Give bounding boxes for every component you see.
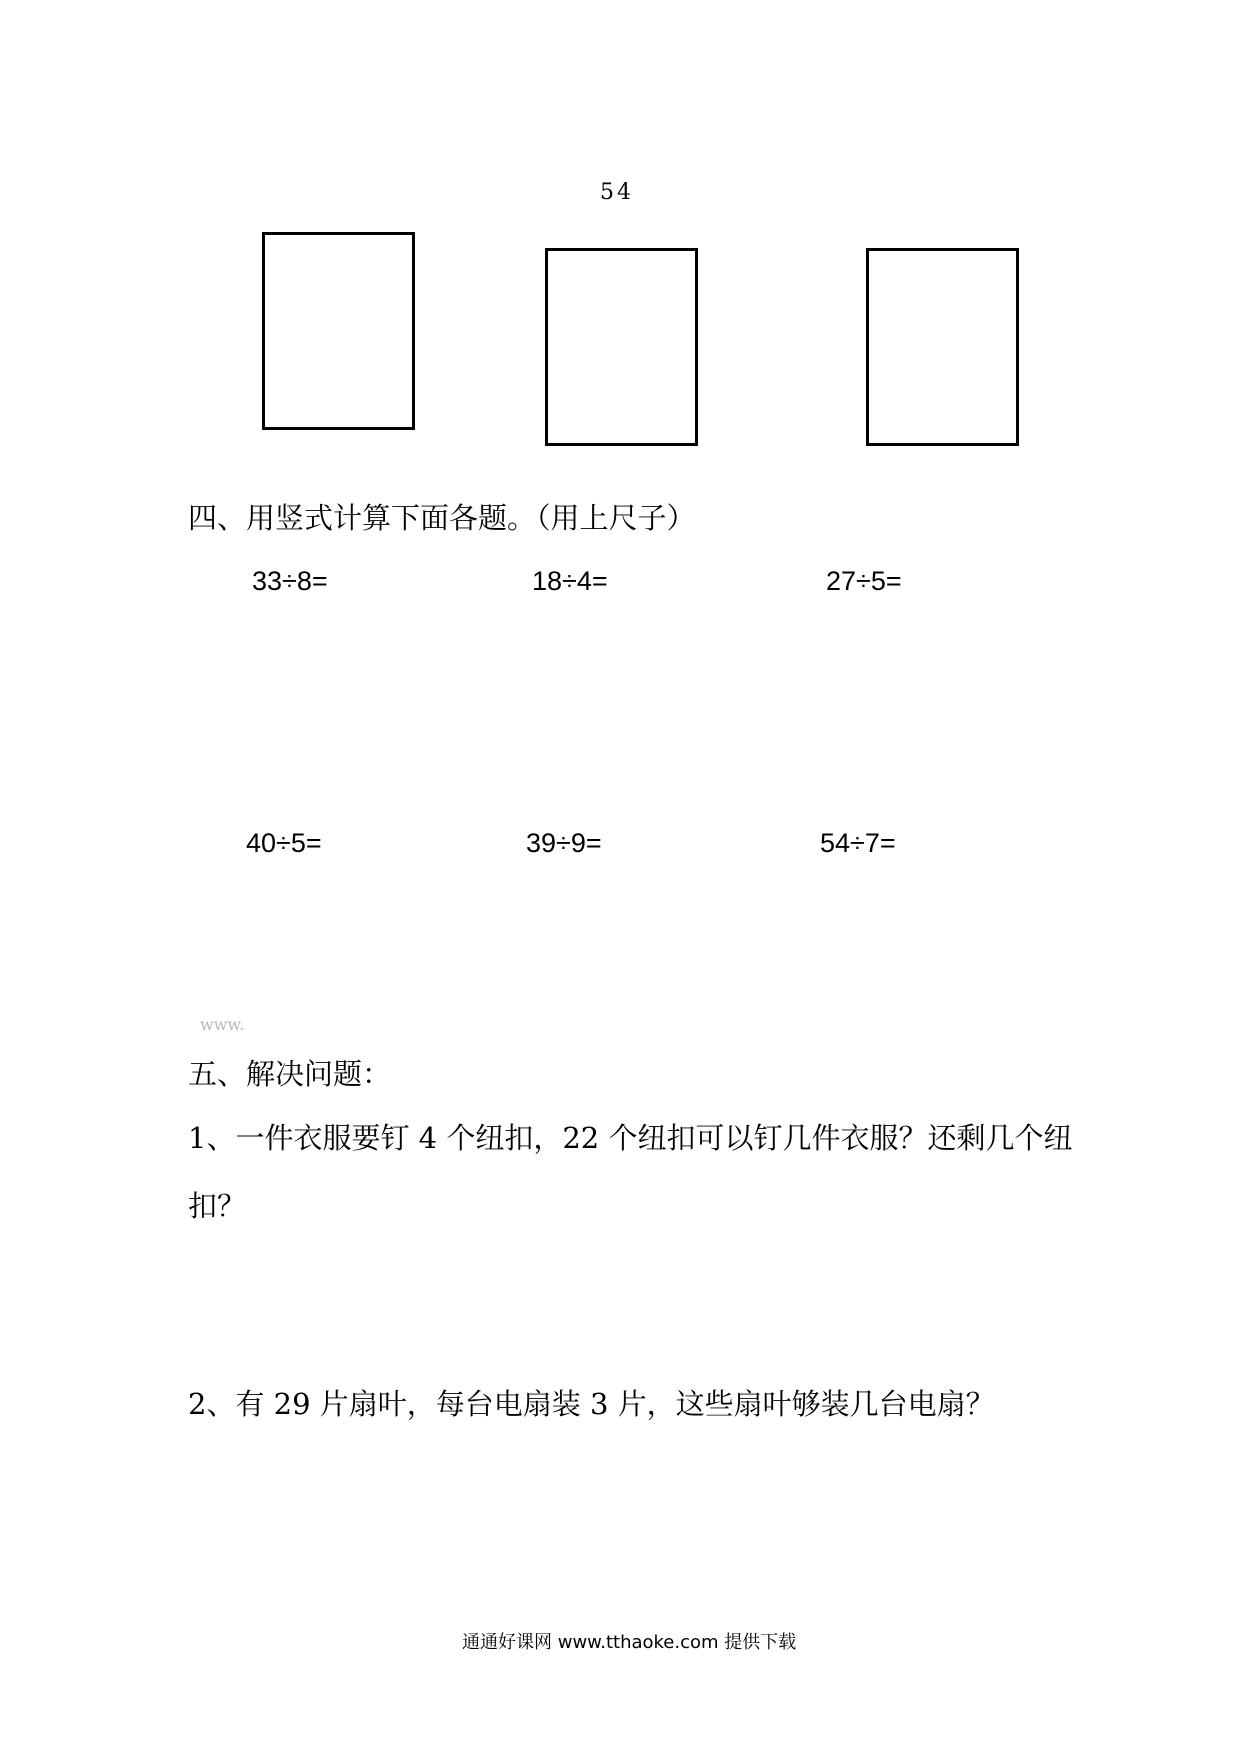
answer-box-2 (545, 248, 698, 446)
section4-heading: 四、用竖式计算下面各题。（用上尺子） (188, 501, 696, 535)
answer-box-1 (262, 232, 415, 430)
answer-box-3 (866, 248, 1019, 446)
footer-credit: 通通好课网 www.tthaoke.com 提供下载 (462, 1632, 797, 1653)
problem-6: 54÷7= (820, 828, 896, 858)
section5-heading: 五、解决问题： (188, 1057, 392, 1091)
question-1-line-1: 1、一件衣服要钉 4 个纽扣，22 个纽扣可以钉几件衣服？还剩几个纽 (188, 1121, 1073, 1155)
problem-4: 40÷5= (246, 828, 322, 858)
problem-1: 33÷8= (252, 566, 328, 596)
problem-3: 27÷5= (826, 566, 902, 596)
question-1-line-2: 扣？ (188, 1189, 247, 1223)
problem-5: 39÷9= (526, 828, 602, 858)
page-number: 54 (600, 180, 634, 205)
watermark-text: www. (200, 1015, 245, 1034)
problem-2: 18÷4= (532, 566, 608, 596)
question-2: 2、有 29 片扇叶，每台电扇装 3 片，这些扇叶够装几台电扇？ (188, 1387, 995, 1421)
